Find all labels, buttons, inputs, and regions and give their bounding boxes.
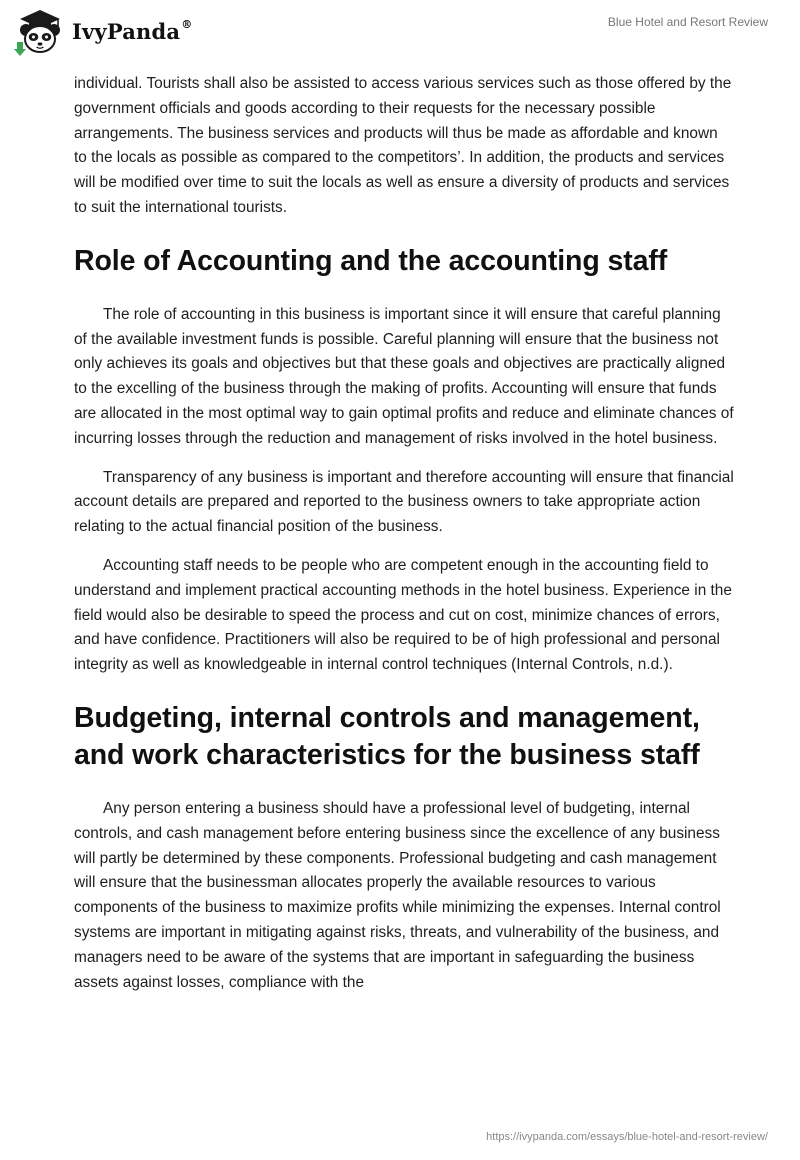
source-url[interactable]: https://ivypanda.com/essays/blue-hotel-and-resort-review/ (486, 1131, 768, 1143)
brand-name: IvyPanda® (72, 17, 193, 44)
paragraph: Accounting staff needs to be people who are competent enough in the accounting field to understand and implement practical accounting methods in the hotel business. Experience in the field would also be desirable to speed the process and cut on cost, minimize chances of errors, and have confidence. Practitioners will also be required to be of high professional and personal integrity as well as knowledgeable in internal control techniques (Internal Controls, n.d.). (74, 556, 732, 674)
logo[interactable] (14, 6, 192, 56)
intro-paragraph: individual. Tourists shall also be assisted to access various services such as those offered by the government officials and goods according to their requests for the necessary possible arrangements. The business services and products will thus be made as affordable and known to the locals as possible as compared to the competitors’. In addition, the products and services will be modified over time to suit the locals as well as ensure a diversity of products and services to suit the international tourists. (74, 75, 732, 216)
essay-content (74, 72, 734, 1009)
page-header (0, 0, 800, 72)
section-heading-budgeting: Budgeting, internal controls and management, and work characteristics for the business staff (74, 701, 700, 771)
paragraph: The role of accounting in this business is important since it will ensure that careful planning of the available investment funds is possible. Careful planning will ensure that the business not only achieves its goals and objectives but that these goals and objectives are practically aligned to the excelling of the business through the making of profits. Accounting will ensure that funds are allocated in the most optimal way to gain optimal profits and reduce and eliminate chances of incurring losses through the reduction and management of risks involved in the hotel business. (74, 305, 734, 447)
panda-graduate-icon (14, 6, 66, 56)
section-heading-accounting: Role of Accounting and the accounting staff (74, 244, 668, 277)
paragraph: Any person entering a business should have a professional level of budgeting, internal controls, and cash management before entering business since the excellence of any business will partly be determined by these components. Professional budgeting and cash management will ensure that the businessman allocates properly the available resources to various components of the business to maximize profits while minimizing the expenses. Internal control systems are important in mitigating against risks, threats, and vulnerability of the business, and managers need to be aware of the systems that are important in safeguarding the business assets against losses, compliance with the (74, 799, 721, 991)
document-title: Blue Hotel and Resort Review (607, 15, 768, 29)
paragraph: Transparency of any business is important and therefore accounting will ensure that financial account details are prepared and reported to the business owners to take appropriate action relating to the actual financial position of the business. (74, 468, 734, 536)
